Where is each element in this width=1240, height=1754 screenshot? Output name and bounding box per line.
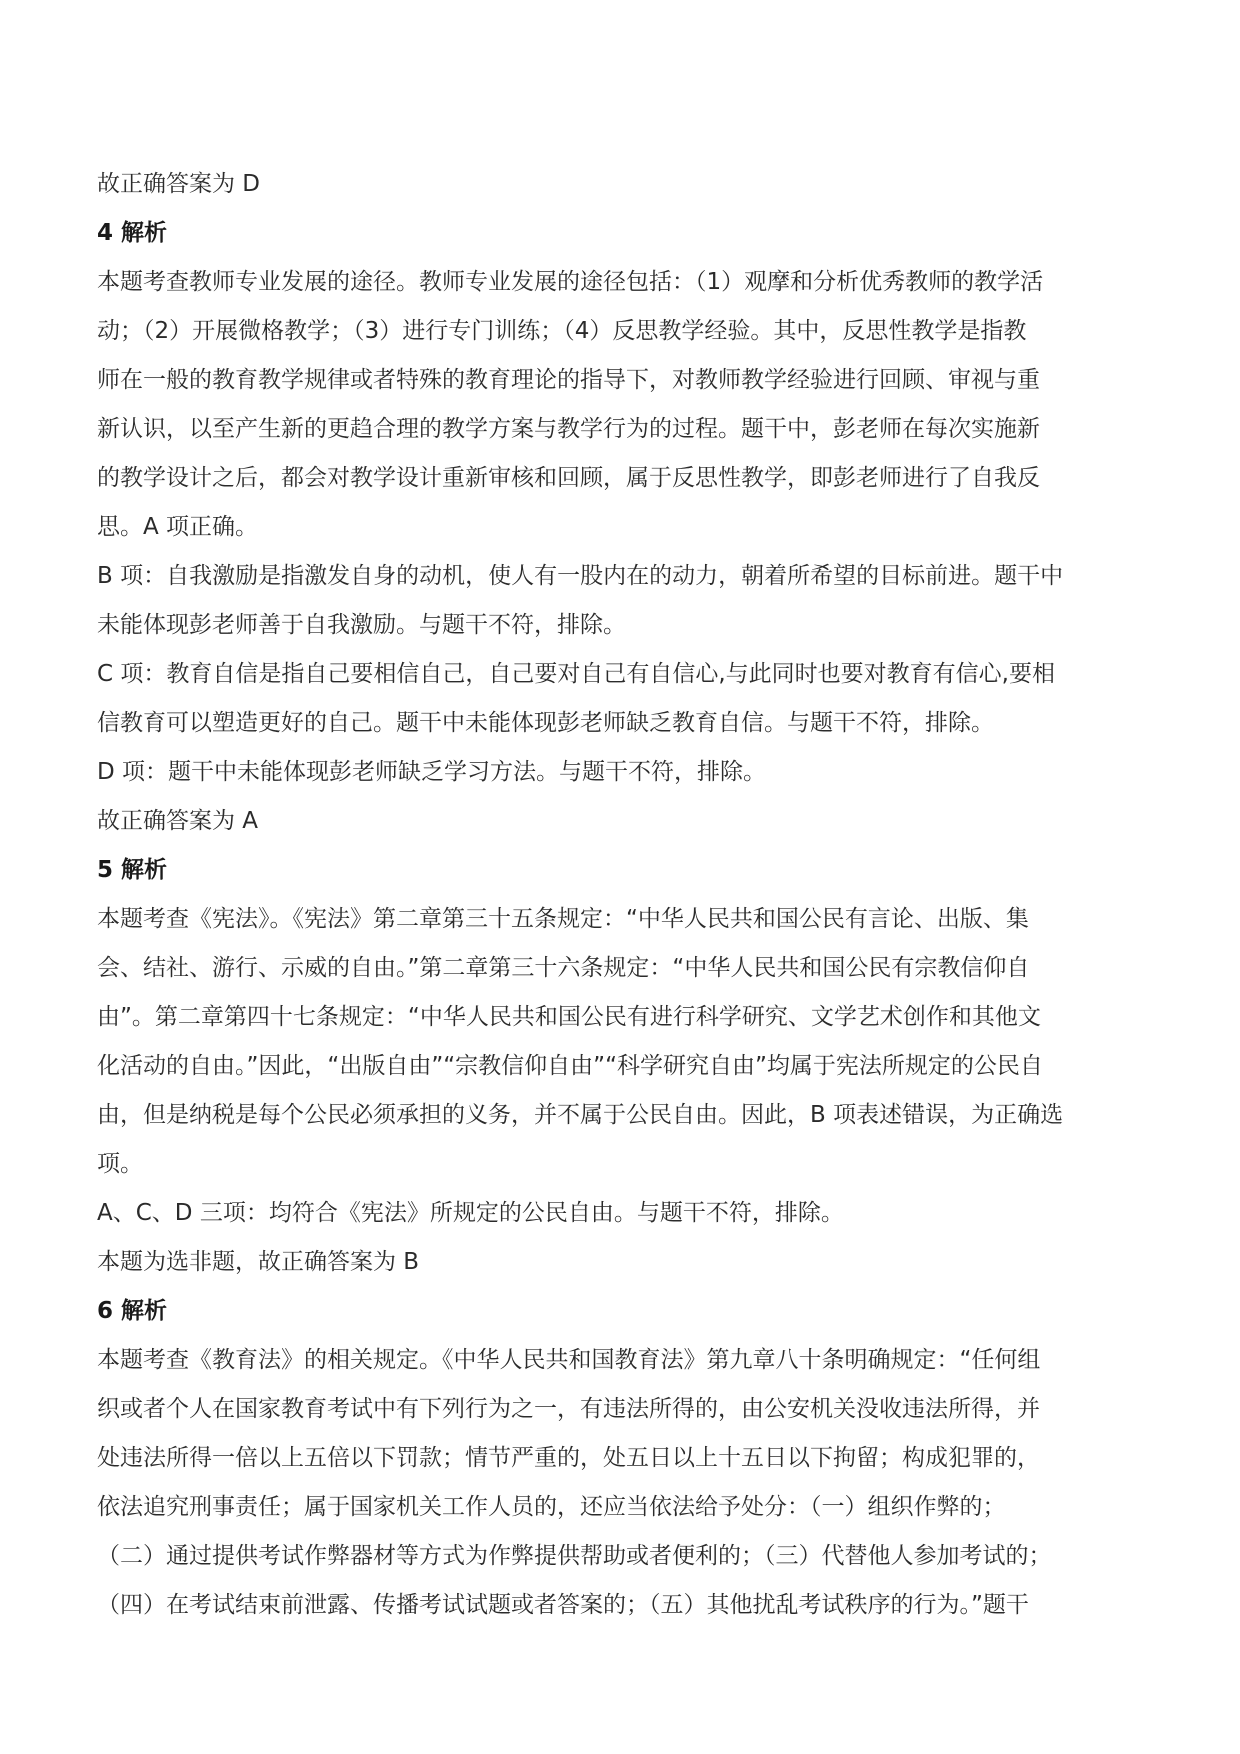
- text-line: 织或者个人在国家教育考试中有下列行为之一，有违法所得的，由公安机关没收违法所得，并: [97, 1396, 1040, 1422]
- text-line: 项。: [97, 1151, 143, 1177]
- text-line: 由，但是纳税是每个公民必须承担的义务，并不属于公民自由。因此，B 项表述错误，为正确选: [97, 1102, 1064, 1128]
- section-heading-6: 6 解析: [97, 1298, 168, 1324]
- section-heading-4: 4 解析: [97, 220, 168, 246]
- text-line: 故正确答案为 D: [97, 171, 261, 197]
- text-line: 动；（2）开展微格教学；（3）进行专门训练；（4）反思教学经验。其中，反思性教学是指教: [97, 318, 1027, 344]
- paragraph-q4-analysis: [97, 258, 1152, 552]
- answer-line-5: [97, 1238, 1152, 1287]
- text-line: 师在一般的教育教学规律或者特殊的教育理论的指导下，对教师教学经验进行回顾、审视与重: [97, 367, 1040, 393]
- text-line: 本题考查教师专业发展的途径。教师专业发展的途径包括：（1）观摩和分析优秀教师的教学活: [97, 269, 1044, 295]
- text-line: 故正确答案为 A: [97, 808, 259, 834]
- paragraph-q4-option-c: [97, 650, 1152, 748]
- text-line: C 项：教育自信是指自己要相信自己，自己要对自己有自信心,与此同时也要对教育有信心,要相: [97, 661, 1055, 687]
- paragraph-q4-option-b: [97, 552, 1152, 650]
- text-line: 的教学设计之后，都会对教学设计重新审核和回顾，属于反思性教学，即彭老师进行了自我反: [97, 465, 1040, 491]
- text-line: 会、结社、游行、示威的自由。”第二章第三十六条规定：“中华人民共和国公民有宗教信仰自: [97, 955, 1030, 981]
- paragraph-q5-options-acd: [97, 1189, 1152, 1238]
- answer-line-4: [97, 797, 1152, 846]
- text-line: 本题考查《教育法》的相关规定。《中华人民共和国教育法》第九章八十条明确规定：“任何组: [97, 1347, 1041, 1373]
- section-heading-5: 5 解析: [97, 857, 168, 883]
- text-line: 依法追究刑事责任；属于国家机关工作人员的，还应当依法给予处分：（一）组织作弊的；: [97, 1494, 1006, 1520]
- text-line: 本题为选非题，故正确答案为 B: [97, 1249, 420, 1275]
- text-line: （四）在考试结束前泄露、传播考试试题或者答案的；（五）其他扰乱考试秩序的行为。”题干: [97, 1592, 1029, 1618]
- text-line: 化活动的自由。”因此，“出版自由”“宗教信仰自由”“科学研究自由”均属于宪法所规定的公民自: [97, 1053, 1043, 1079]
- text-line: 本题考查《宪法》。《宪法》第二章第三十五条规定：“中华人民共和国公民有言论、出版、集: [97, 906, 1029, 932]
- text-line: 新认识，以至产生新的更趋合理的教学方案与教学行为的过程。题干中，彭老师在每次实施新: [97, 416, 1040, 442]
- text-line: 思。A 项正确。: [97, 514, 259, 540]
- text-line: B 项：自我激励是指激发自身的动机，使人有一股内在的动力，朝着所希望的目标前进。题干中: [97, 563, 1064, 589]
- text-line: D 项：题干中未能体现彭老师缺乏学习方法。与题干不符，排除。: [97, 759, 767, 785]
- paragraph-q6-analysis: [97, 1336, 1152, 1630]
- answer-line-3: [97, 160, 1152, 209]
- text-line: 未能体现彭老师善于自我激励。与题干不符，排除。: [97, 612, 626, 638]
- document-page: [97, 160, 1152, 1630]
- text-line: （二）通过提供考试作弊器材等方式为作弊提供帮助或者便利的；（三）代替他人参加考试的；: [97, 1543, 1052, 1569]
- text-line: 由”。第二章第四十七条规定：“中华人民共和国公民有进行科学研究、文学艺术创作和其他文: [97, 1004, 1041, 1030]
- text-line: A、C、D 三项：均符合《宪法》所规定的公民自由。与题干不符，排除。: [97, 1200, 844, 1226]
- paragraph-q5-analysis: [97, 895, 1152, 1189]
- text-line: 信教育可以塑造更好的自己。题干中未能体现彭老师缺乏教育自信。与题干不符，排除。: [97, 710, 994, 736]
- paragraph-q4-option-d: [97, 748, 1152, 797]
- text-line: 处违法所得一倍以上五倍以下罚款；情节严重的，处五日以上十五日以下拘留；构成犯罪的，: [97, 1445, 1040, 1471]
